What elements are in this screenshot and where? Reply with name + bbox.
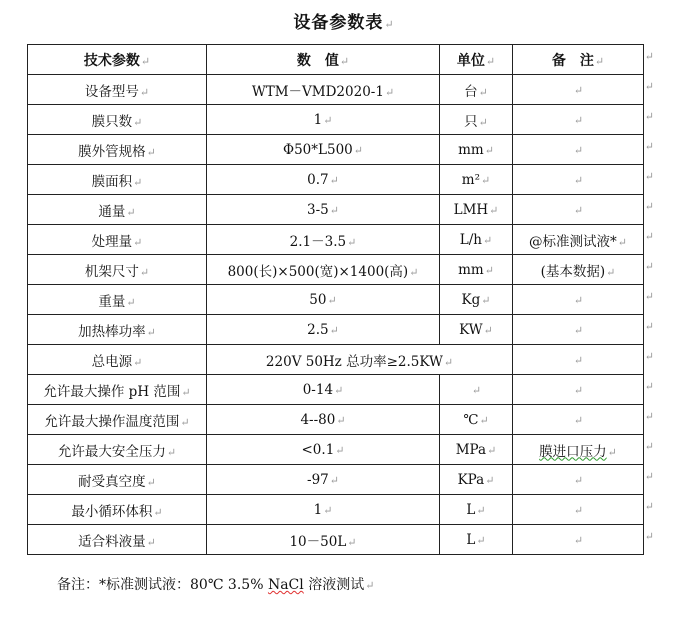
row-end-mark-icon: ↵ — [644, 290, 654, 303]
row-end-mark-icon: ↵ — [644, 380, 654, 393]
row-end-mark-icon: ↵ — [644, 440, 654, 453]
note-cell: ↵ — [513, 315, 644, 345]
param-cell: 膜外管规格↵ — [28, 135, 207, 165]
param-cell: 允许最大操作 pH 范围↵ — [28, 375, 207, 405]
table-row — [28, 525, 644, 555]
param-cell: 适合料液量↵ — [28, 525, 207, 555]
table-header-row — [28, 45, 644, 75]
param-cell: 处理量↵ — [28, 225, 207, 255]
note-cell: ↵ — [513, 165, 644, 195]
row-end-mark-icon: ↵ — [644, 470, 654, 483]
note-cell: ↵ — [513, 75, 644, 105]
header-param: 技术参数↵ — [28, 45, 207, 75]
value-cell: -97↵ — [207, 465, 440, 495]
unit-cell: 台↵ — [440, 75, 513, 105]
value-cell: 2.5↵ — [207, 315, 440, 345]
note-cell: ↵ — [513, 135, 644, 165]
unit-cell: m²↵ — [440, 165, 513, 195]
note-cell: ↵ — [513, 285, 644, 315]
note-cell: ↵ — [513, 495, 644, 525]
unit-cell: KPa↵ — [440, 465, 513, 495]
param-cell: 最小循环体积↵ — [28, 495, 207, 525]
table-row — [28, 165, 644, 195]
row-end-mark-icon: ↵ — [644, 350, 654, 363]
unit-cell: L/h↵ — [440, 225, 513, 255]
table-row — [28, 105, 644, 135]
row-end-mark-icon: ↵ — [644, 140, 654, 153]
param-cell: 允许最大安全压力↵ — [28, 435, 207, 465]
value-cell: 220V 50Hz 总功率≥2.5KW↵ — [207, 345, 513, 375]
parameter-table — [27, 44, 644, 555]
header-unit: 单位↵ — [440, 45, 513, 75]
param-cell: 加热棒功率↵ — [28, 315, 207, 345]
value-cell: 10－50L↵ — [207, 525, 440, 555]
note-cell: ↵ — [513, 345, 644, 375]
paragraph-mark-icon: ↵ — [384, 18, 395, 31]
row-end-mark-icon: ↵ — [644, 50, 654, 63]
param-cell: 通量↵ — [28, 195, 207, 225]
note-cell: ↵ — [513, 465, 644, 495]
param-cell: 耐受真空度↵ — [28, 465, 207, 495]
header-value: 数 值↵ — [207, 45, 440, 75]
unit-cell: mm↵ — [440, 255, 513, 285]
unit-cell: L↵ — [440, 525, 513, 555]
parameter-table-body — [28, 45, 644, 555]
value-cell: 1↵ — [207, 495, 440, 525]
value-cell: 2.1－3.5↵ — [207, 225, 440, 255]
footnote-chem: NaCl — [267, 577, 304, 593]
table-row — [28, 435, 644, 465]
table-row — [28, 195, 644, 225]
row-end-mark-icon: ↵ — [644, 530, 654, 543]
value-cell: 50↵ — [207, 285, 440, 315]
table-row — [28, 255, 644, 285]
note-cell: (基本数据)↵ — [513, 255, 644, 285]
row-end-mark-icon: ↵ — [644, 230, 654, 243]
value-cell: <0.1↵ — [207, 435, 440, 465]
note-cell: ↵ — [513, 195, 644, 225]
table-row — [28, 75, 644, 105]
note-cell: ↵ — [513, 405, 644, 435]
unit-cell: KW↵ — [440, 315, 513, 345]
table-row — [28, 405, 644, 435]
table-row — [28, 495, 644, 525]
unit-cell: mm↵ — [440, 135, 513, 165]
row-end-mark-icon: ↵ — [644, 320, 654, 333]
row-end-mark-icon: ↵ — [644, 110, 654, 123]
footnote-prefix: 备注：*标准测试液：80℃ 3.5% — [57, 577, 268, 593]
param-cell: 允许最大操作温度范围↵ — [28, 405, 207, 435]
unit-cell: L↵ — [440, 495, 513, 525]
value-cell: 1↵ — [207, 105, 440, 135]
title-text: 设备参数表 — [293, 13, 384, 33]
table-row — [28, 345, 644, 375]
row-end-mark-icon: ↵ — [644, 80, 654, 93]
note-cell: ↵ — [513, 105, 644, 135]
value-cell: Φ50*L500↵ — [207, 135, 440, 165]
unit-cell: LMH↵ — [440, 195, 513, 225]
footnote — [57, 574, 374, 594]
unit-cell: Kg↵ — [440, 285, 513, 315]
value-cell: 800(长)×500(宽)×1400(高)↵ — [207, 255, 440, 285]
unit-cell: ℃↵ — [440, 405, 513, 435]
table-row — [28, 465, 644, 495]
value-cell: 0-14↵ — [207, 375, 440, 405]
row-end-mark-icon: ↵ — [644, 500, 654, 513]
footnote-suffix: 溶液测试 — [303, 577, 365, 593]
document-title — [0, 8, 688, 33]
table-row — [28, 375, 644, 405]
row-end-mark-icon: ↵ — [644, 170, 654, 183]
row-end-mark-icon: ↵ — [644, 410, 654, 423]
note-cell: ↵ — [513, 525, 644, 555]
value-cell: 3-5↵ — [207, 195, 440, 225]
note-cell: ↵ — [513, 375, 644, 405]
table-row — [28, 135, 644, 165]
param-cell: 膜只数↵ — [28, 105, 207, 135]
param-cell: 总电源↵ — [28, 345, 207, 375]
unit-cell: ↵ — [440, 375, 513, 405]
table-row — [28, 225, 644, 255]
note-cell: 膜进口压力↵ — [513, 435, 644, 465]
row-end-mark-icon: ↵ — [644, 200, 654, 213]
value-cell: 4--80↵ — [207, 405, 440, 435]
unit-cell: 只↵ — [440, 105, 513, 135]
table-row — [28, 285, 644, 315]
paragraph-mark-icon: ↵ — [365, 579, 375, 592]
param-cell: 膜面积↵ — [28, 165, 207, 195]
value-cell: WTM－VMD2020-1↵ — [207, 75, 440, 105]
unit-cell: MPa↵ — [440, 435, 513, 465]
note-cell: @标准测试液*↵ — [513, 225, 644, 255]
param-cell: 机架尺寸↵ — [28, 255, 207, 285]
param-cell: 重量↵ — [28, 285, 207, 315]
param-cell: 设备型号↵ — [28, 75, 207, 105]
header-note: 备 注↵ — [513, 45, 644, 75]
value-cell: 0.7↵ — [207, 165, 440, 195]
table-row — [28, 315, 644, 345]
row-end-mark-icon: ↵ — [644, 260, 654, 273]
